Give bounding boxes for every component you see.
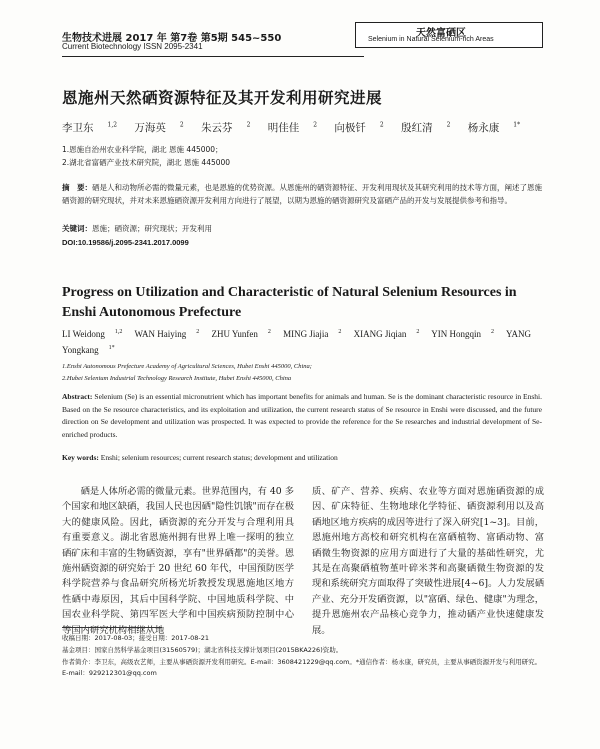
abstract-en bbox=[62, 391, 542, 441]
author-list-en bbox=[62, 325, 542, 357]
body-paragraph: 质、矿产、营养、疾病、农业等方面对恩施硒资源的成因、矿床特征、生物地球化学特征、硒资源利用以及高硒地区地方疾病的成因等进行了深入研究[1~3]。目前，恩施州地方高校和研究机构在富硒植物、富硒动物、富硒微生物资源的应用方面进行了大量的基础性研究，尤其是在高聚硒植物堇叶碎米荠和高聚硒微生物资源的发现和系统研究方面取得了突破性进展[4~6]。人力发展硒产业、充分开发硒资源，以"富硒、绿色、健康"为理念，提升恩施州农产品核心竞争力，推动硒产业快速健康发展。 bbox=[312, 486, 544, 636]
stamp-title: 天然富硒区 bbox=[416, 28, 466, 39]
keywords-label: 关键词： bbox=[62, 224, 92, 233]
author-name: XIANG Jiqian $^2$ bbox=[353, 329, 420, 339]
keywords-text: Enshi; selenium resources; current research status; development and utilization bbox=[100, 453, 338, 462]
keywords-text: 恩施；硒资源；研究现状；开发利用 bbox=[92, 224, 212, 233]
keywords-label: Key words: bbox=[62, 453, 99, 462]
footnote-rule bbox=[62, 627, 162, 628]
abstract-text: Selenium (Se) is an essential micronutrient which has important benefits for animals and human. Se is the dominant characteristic resource in Enshi. Based on the Se resource characteristics, and its exploitation and utilization, the current research status of Se resource in Enshi were discussed, and the future direction on Se development and utilization was prospected. It was expected to provide the reference for the Se researches and industrial development of Se-enriched products. bbox=[62, 392, 543, 439]
affiliation-en: 1.Enshi Autonomous Prefecture Academy of Agricultural Sciences, Hubei Enshi 445000, China; bbox=[62, 363, 312, 370]
body-column-left bbox=[62, 484, 294, 638]
abstract-cn bbox=[62, 182, 542, 207]
author-name: 朱云芬 $^2$ bbox=[201, 121, 251, 134]
footnote-author-bio: 作者简介：李卫东，高级农艺师，主要从事硒资源开发利用研究。E-mail：3608421229@qq.com。*通信作者：杨永康，研究员，主要从事硒资源开发与利用研究。E-mail：929212301@qq.com bbox=[62, 658, 542, 677]
stamp-subtitle: Selenium in Natural Selenium-rich Areas bbox=[368, 36, 494, 43]
author-name: YANG Yongkang $^{1*}$ bbox=[62, 329, 531, 355]
keywords-en bbox=[62, 453, 338, 462]
author-name: LI Weidong $^{1,2}$ bbox=[62, 329, 123, 339]
paper-title-en: Progress on Utilization and Characteristic of Natural Selenium Resources in Enshi Autonomous Prefecture bbox=[62, 285, 517, 320]
affiliation-cn: 2.湖北省富硒产业技术研究院，湖北 恩施 445000 bbox=[62, 158, 231, 167]
keywords-cn bbox=[62, 223, 212, 234]
abstract-label: 摘 要： bbox=[62, 183, 92, 192]
author-name: WAN Haiying $^2$ bbox=[134, 329, 200, 339]
footnote-funding: 基金项目：国家自然科学基金项目(31560579)；湖北省科技支撑计划项目(2015BKA226)资助。 bbox=[62, 646, 343, 654]
body-paragraph: 硒是人体所必需的微量元素。世界范围内，有 40 多个国家和地区缺硒，我国人民也因硒"隐性饥饿"而存在极大的健康风险。因此，硒资源的充分开发与合理利用具有重要意义。湖北省恩施州拥有世界上唯一探明的独立硒矿床和丰富的生物硒资源，享有"世界硒都"的美誉。恩施州硒资源的研究始于 20 世纪 60 年代，中国预防医学科学院营养与食品研究所杨光圻教授发现恩施地区地方性硒中毒原因，其后中国科学院、中国地质科学院、中国农业科学院、第四军医大学和中国疾病预防控制中心等国内研究机构相继从地 bbox=[62, 486, 294, 636]
section-stamp bbox=[355, 22, 543, 48]
author-name: 殷红清 $^2$ bbox=[401, 121, 451, 134]
body-column-right bbox=[312, 484, 544, 638]
abstract-label: Abstract: bbox=[62, 392, 93, 401]
author-name: 杨永康 $^{1*}$ bbox=[467, 121, 521, 134]
author-name: 李卫东 $^{1,2}$ bbox=[62, 121, 118, 134]
author-name: 明佳佳 $^2$ bbox=[267, 121, 318, 134]
author-name: 万海英 $^2$ bbox=[134, 121, 184, 134]
affiliation-en: 2.Hubei Selenium Industrial Technology Research Institute, Hubei Enshi 445000, China bbox=[62, 375, 292, 382]
author-name: ZHU Yunfen $^2$ bbox=[211, 329, 271, 339]
paper-title-cn: 恩施州天然硒资源特征及其开发利用研究进展 bbox=[62, 89, 383, 107]
journal-header: 生物技术进展 2017 年 第7卷 第5期 545~550 bbox=[62, 33, 282, 44]
header-rule bbox=[62, 56, 364, 57]
author-name: YIN Hongqin $^2$ bbox=[431, 329, 495, 339]
author-name: 向极钎 $^2$ bbox=[334, 121, 384, 134]
affiliation-cn: 1.恩施自治州农业科学院，湖北 恩施 445000； bbox=[62, 145, 223, 154]
footnote-received: 收稿日期：2017-08-03；接受日期：2017-08-21 bbox=[62, 634, 210, 642]
doi[interactable]: DOI:10.19586/j.2095-2341.2017.0099 bbox=[62, 238, 189, 247]
author-list-cn bbox=[62, 120, 534, 135]
journal-header-en: Current Biotechnology ISSN 2095-2341 bbox=[62, 42, 203, 51]
abstract-text: 硒是人和动物所必需的微量元素，也是恩施的优势资源。从恩施州的硒资源特征、开发利用现状及其研究利用的技术等方面，阐述了恩施硒资源的研究现状，并对未来恩施硒资源开发利用方向进行了展望，以期为恩施的硒资源研究及富硒产品的开发与发展提供参考和指导。 bbox=[62, 183, 542, 205]
author-name: MING Jiajia $^2$ bbox=[283, 329, 342, 339]
